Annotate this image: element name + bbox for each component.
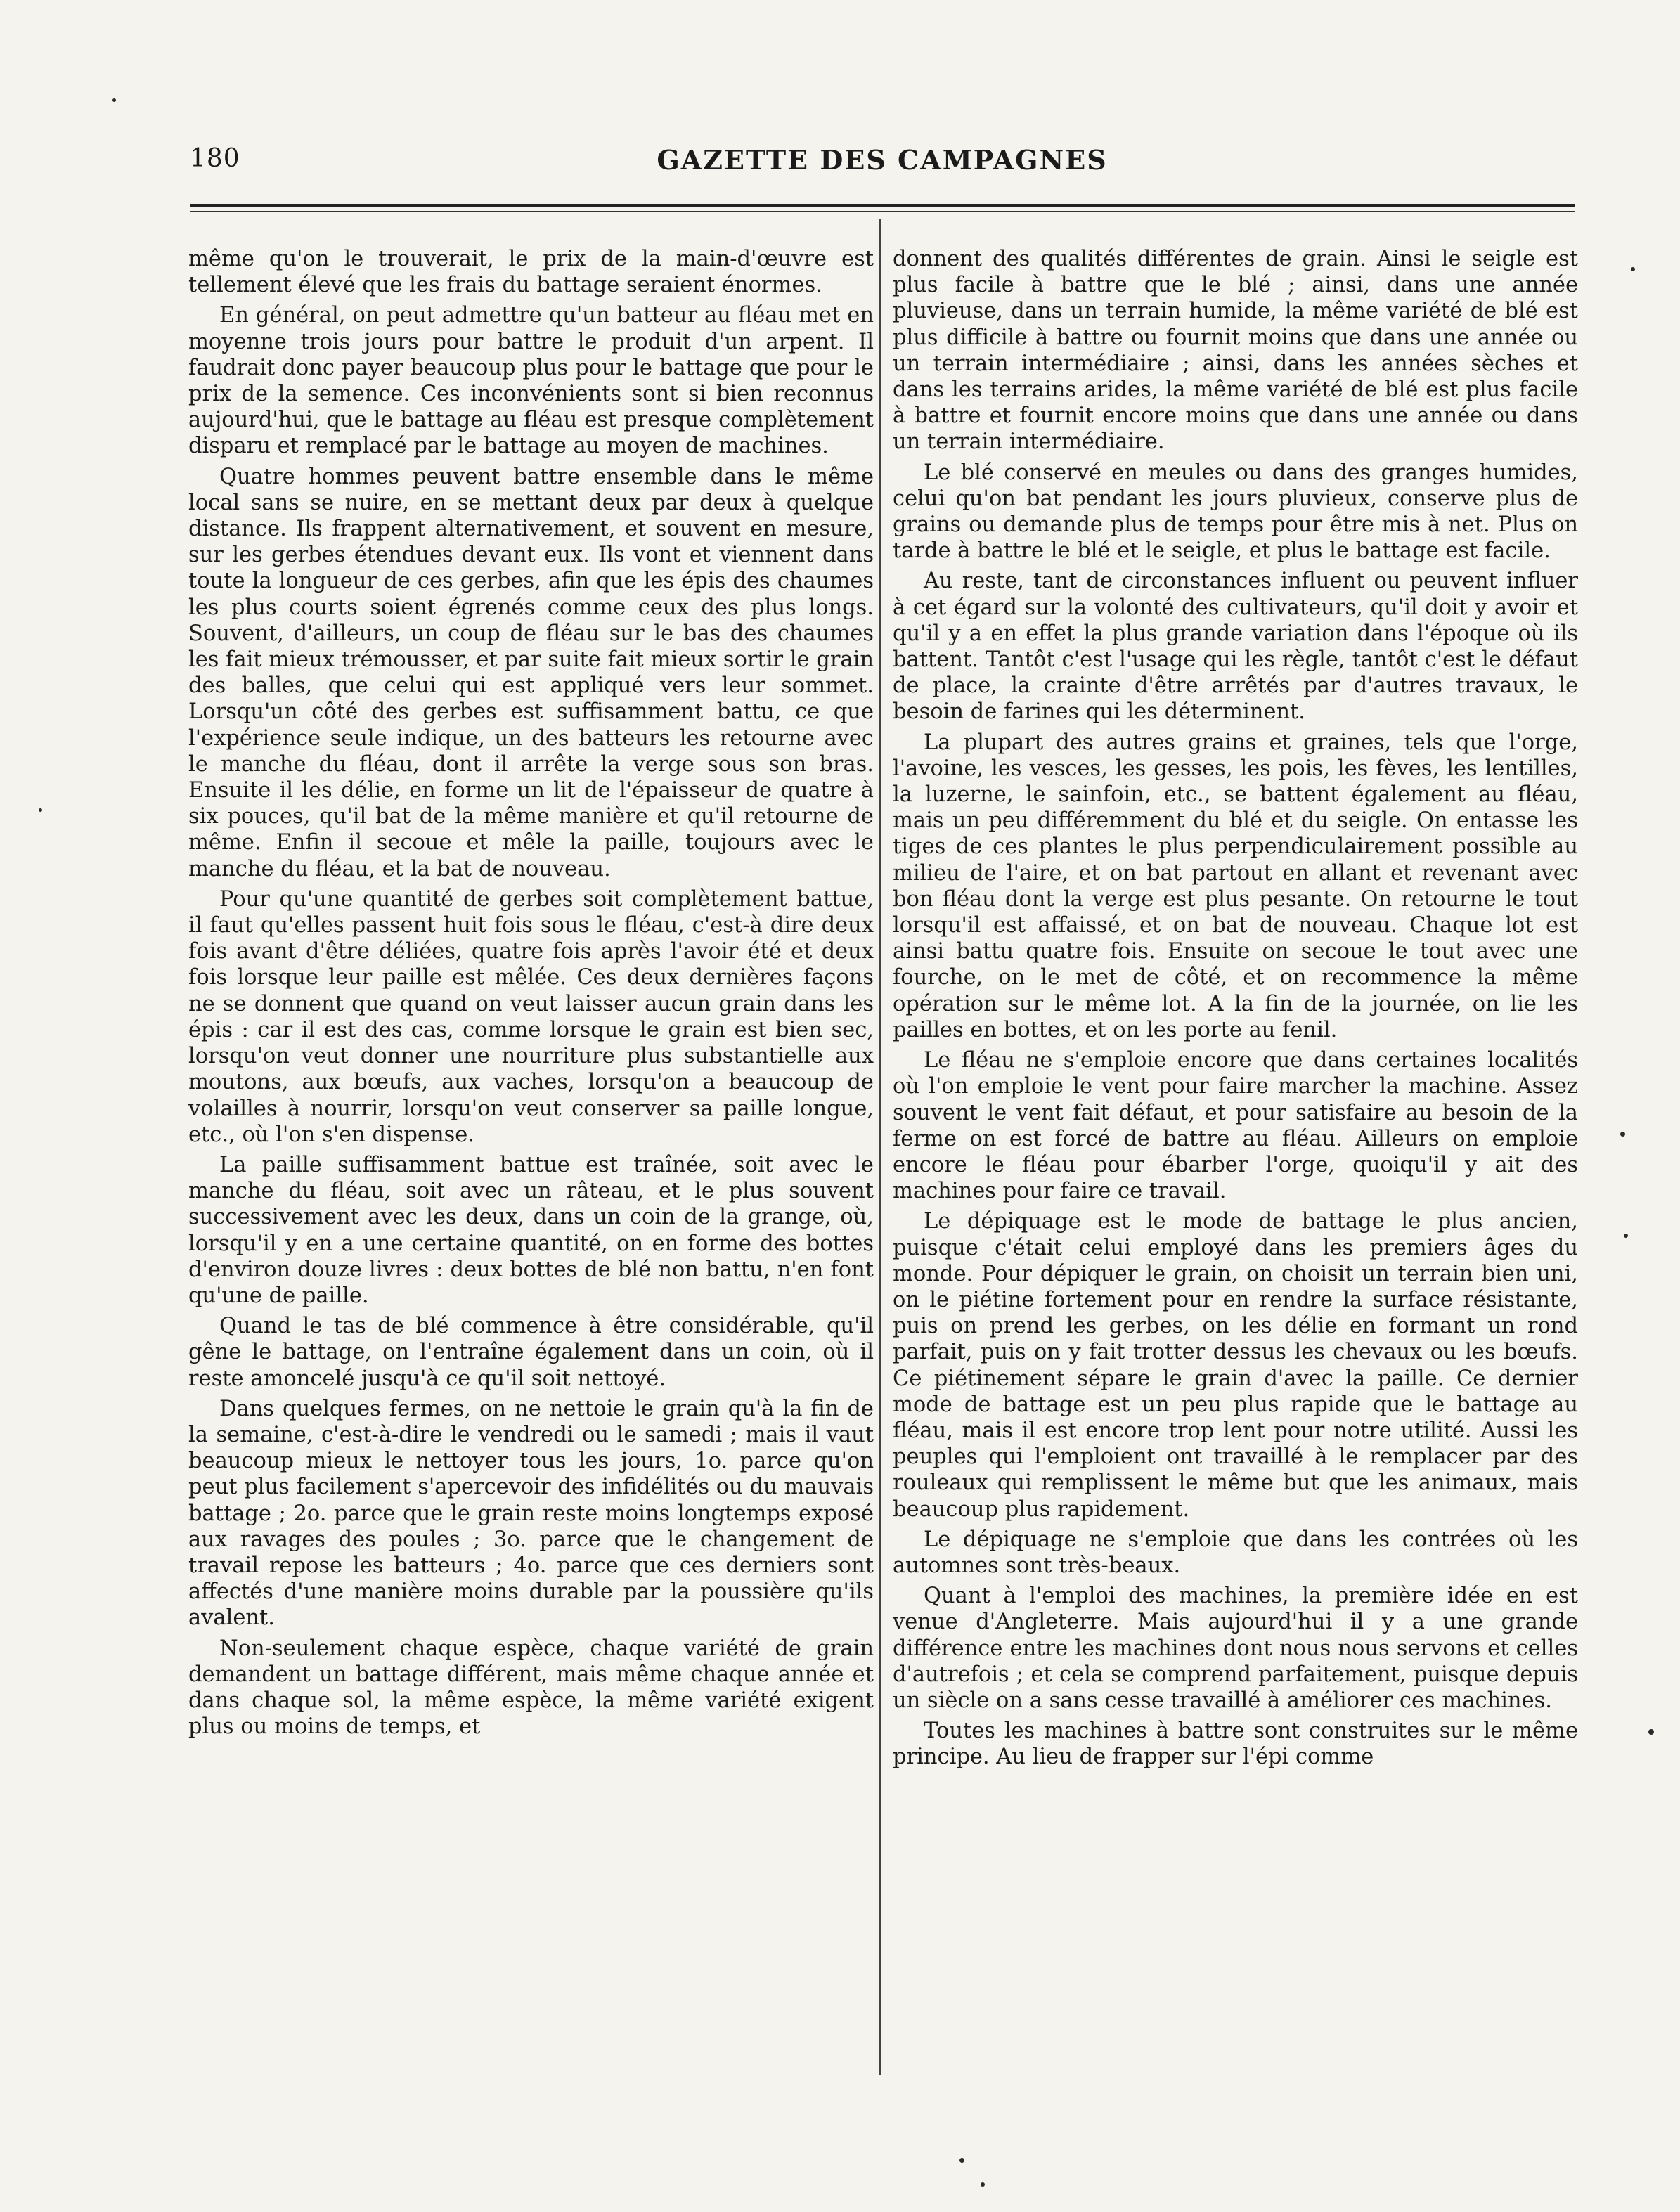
paragraph: Toutes les machines à battre sont construites sur le même principe. Au lieu de frapper sur l'épi comme [893,1719,1578,1770]
scan-speck [1631,267,1635,271]
left-column [188,246,874,1744]
paragraph: En général, on peut admettre qu'un batteur au fléau met en moyenne trois jours pour battre le produit d'un arpent. Il faudrait donc payer beaucoup plus pour le battage que pour le prix de la semence. Ces inconvénients sont si bien reconnus aujourd'hui, que le battage au fléau est presque complètement disparu et remplacé par le battage au moyen de machines. [188,303,874,459]
scan-speck [112,98,116,102]
paragraph: Le fléau ne s'emploie encore que dans certaines localités où l'on emploie le vent pour faire marcher la machine. Assez souvent le vent fait défaut, et pour satisfaire au besoin de la ferme on est forcé de battre au fléau. Ailleurs on emploie encore le fléau pour ébarber l'orge, quoiqu'il y ait des machines pour faire ce travail. [893,1048,1578,1204]
scan-speck [1624,1234,1628,1238]
paragraph: Non-seulement chaque espèce, chaque variété de grain demandent un battage différent, mais même chaque année et dans chaque sol, la même espèce, la même variété exigent plus ou moins de temps, et [188,1636,874,1740]
paragraph: La paille suffisamment battue est traînée, soit avec le manche du fléau, soit avec un râteau, et le plus souvent successivement avec les deux, dans un coin de la grange, où, lorsqu'il y en a une certaine quantité, on en forme des bottes d'environ douze livres : deux bottes de blé non battu, n'en font qu'une de paille. [188,1152,874,1308]
running-title: GAZETTE DES CAMPAGNES [657,144,1108,176]
page-number: 180 [190,144,240,173]
paragraph: même qu'on le trouverait, le prix de la main-d'œuvre est tellement élevé que les frais du battage seraient énormes. [188,247,874,298]
scan-speck [959,2158,964,2163]
paragraph: Quant à l'emploi des machines, la première idée en est venue d'Angleterre. Mais aujourd'hui il y a une grande différence entre les machines dont nous nous servons et celles d'autrefois ; et cela se comprend parfaitement, puisque depuis un siècle on a sans cesse travaillé à améliorer ces machines. [893,1584,1578,1713]
paragraph: Le blé conservé en meules ou dans des granges humides, celui qu'on bat pendant les jours pluvieux, conserve plus de grains ou demande plus de temps pour être mis à net. Plus on tarde à battre le blé et le seigle, et plus le battage est facile. [893,460,1578,564]
paragraph: Au reste, tant de circonstances influent ou peuvent influer à cet égard sur la volonté des cultivateurs, qu'il doit y avoir et qu'il y a en effet la plus grande variation dans l'époque où ils battent. Tantôt c'est l'usage qui les règle, tantôt c'est le défaut de place, la crainte d'être arrêtés par d'autres travaux, le besoin de farines qui les déterminent. [893,569,1578,725]
page-header [190,144,1575,186]
paragraph: Pour qu'une quantité de gerbes soit complètement battue, il faut qu'elles passent huit fois sous le fléau, c'est-à dire deux fois avant d'être déliées, quatre fois après l'avoir été et deux fois lorsque leur paille est mêlée. Ces deux dernières façons ne se donnent que quand on veut laisser aucun grain dans les épis : car il est des cas, comme lorsque le grain est bien sec, lorsqu'on veut donner une nourriture plus substantielle aux moutons, aux bœufs, aux vaches, lorsqu'on a beaucoup de volailles à nourrir, lorsqu'on veut conserver sa paille longue, etc., où l'on s'en dispense. [188,886,874,1147]
right-column [893,246,1578,1775]
paragraph: donnent des qualités différentes de grain. Ainsi le seigle est plus facile à battre que le blé ; ainsi, dans une année pluvieuse, dans un terrain humide, la même variété de blé est plus difficile à battre ou fournit moins que dans une année ou un terrain intermédiaire ; ainsi, dans les années sèches et dans les terrains arides, la même variété de blé est plus facile à battre et fournit encore moins que dans une année ou dans un terrain intermédiaire. [893,247,1578,455]
paragraph: La plupart des autres grains et graines, tels que l'orge, l'avoine, les vesces, les gesses, les pois, les fèves, les lentilles, la luzerne, le sainfoin, etc., se battent également au fléau, mais un peu différemment du blé et du seigle. On entasse les tiges de ces plantes le plus perpendiculairement possible au milieu de l'aire, et on bat partout en allant et revenant avec bon fléau dont la verge est plus pesante. On retourne le tout lorsqu'il est affaissé, et on bat de nouveau. Chaque lot est ainsi battu quatre fois. Ensuite on secoue le tout avec une fourche, on le met de côté, et on recommence la même opération sur le même lot. A la fin de la journée, on lie les pailles en bottes, et on les porte au fenil. [893,730,1578,1042]
scan-speck [39,808,42,812]
header-rule-thick [190,204,1575,207]
scan-speck [981,2182,985,2187]
paragraph: Le dépiquage ne s'emploie que dans les contrées où les automnes sont très-beaux. [893,1527,1578,1578]
paragraph: Le dépiquage est le mode de battage le plus ancien, puisque c'était celui employé dans les premiers âges du monde. Pour dépiquer le grain, on choisit un terrain bien uni, on le piétine fortement pour en rendre la surface résistante, puis on prend les gerbes, on les délie en formant un rond parfait, puis on y fait trotter dessus les chevaux ou les bœufs. Ce piétinement sépare le grain d'avec la paille. Ce dernier mode de battage est un peu plus rapide que le battage au fléau, mais il est encore trop lent pour notre utilité. Aussi les peuples qui l'emploient ont travaillé à le remplacer par des rouleaux qui remplissent le même but que les animaux, mais beaucoup plus rapidement. [893,1209,1578,1522]
scan-speck [1648,1729,1654,1735]
header-rule-thin [190,211,1575,212]
scan-speck [1620,1132,1625,1137]
column-divider [879,219,881,2075]
paragraph: Dans quelques fermes, on ne nettoie le grain qu'à la fin de la semaine, c'est-à-dire le vendredi ou le samedi ; mais il vaut beaucoup mieux le nettoyer tous les jours, 1o. parce qu'on peut plus facilement s'apercevoir des infidélités ou du mauvais battage ; 2o. parce que le grain reste moins longtemps exposé aux ravages des poules ; 3o. parce que le changement de travail repose les batteurs ; 4o. parce que ces derniers sont affectés d'une manière moins durable par la poussière qu'ils avalent. [188,1396,874,1631]
paragraph: Quatre hommes peuvent battre ensemble dans le même local sans se nuire, en se mettant deux par deux à quelque distance. Ils frappent alternativement, et souvent en mesure, sur les gerbes étendues devant eux. Ils vont et viennent dans toute la longueur de ces gerbes, afin que les épis des chaumes les plus courts soient égrenés comme ceux des plus longs. Souvent, d'ailleurs, un coup de fléau sur le bas des chaumes les fait mieux trémousser, et par suite fait mieux sortir le grain des balles, que celui qui est appliqué vers leur sommet. Lorsqu'un côté des gerbes est suffisamment battu, ce que l'expérience seule indique, un des batteurs les retourne avec le manche du fléau, dont il arrête la verge sous son bras. Ensuite il les délie, en forme un lit de l'épaisseur de quatre à six pouces, qu'il bat de la même manière et qu'il retourne de même. Enfin il secoue et mêle la paille, toujours avec le manche du fléau, et la bat de nouveau. [188,464,874,881]
paragraph: Quand le tas de blé commence à être considérable, qu'il gêne le battage, on l'entraîne également dans un coin, où il reste amoncelé jusqu'à ce qu'il soit nettoyé. [188,1314,874,1391]
